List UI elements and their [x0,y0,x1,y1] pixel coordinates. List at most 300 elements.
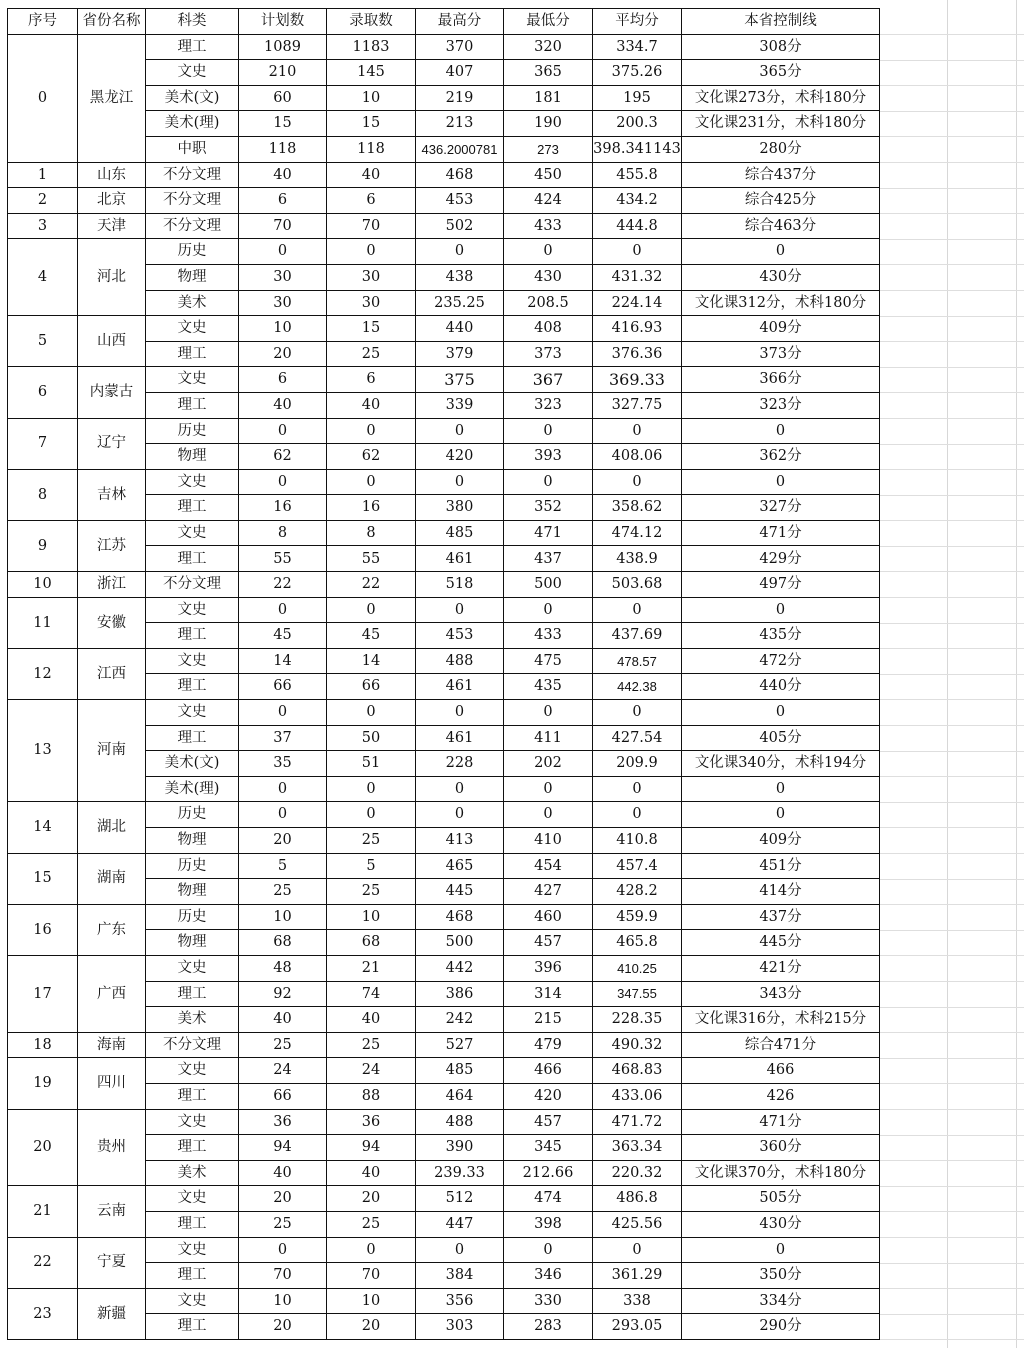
admitted-cell[interactable]: 145 [327,60,416,86]
max-score-cell[interactable]: 445 [416,879,504,905]
avg-score-cell[interactable]: 478.57 [593,648,682,674]
avg-score-cell[interactable]: 486.8 [593,1186,682,1212]
province-name-cell[interactable]: 云南 [78,1186,146,1237]
max-score-cell[interactable]: 485 [416,1058,504,1084]
subject-cell[interactable]: 文史 [146,1058,239,1084]
index-cell[interactable]: 10 [8,572,78,598]
min-score-cell[interactable]: 352 [504,495,593,521]
subject-cell[interactable]: 理工 [146,1263,239,1289]
plan-cell[interactable]: 35 [239,751,327,777]
admitted-cell[interactable]: 40 [327,1007,416,1033]
index-cell[interactable]: 13 [8,700,78,802]
header-index[interactable]: 序号 [8,9,78,35]
min-score-cell[interactable]: 424 [504,188,593,214]
min-score-cell[interactable]: 323 [504,392,593,418]
avg-score-cell[interactable]: 0 [593,700,682,726]
plan-cell[interactable]: 20 [239,341,327,367]
index-cell[interactable]: 4 [8,239,78,316]
index-cell[interactable]: 2 [8,188,78,214]
subject-cell[interactable]: 美术 [146,290,239,316]
max-score-cell[interactable]: 438 [416,264,504,290]
province-name-cell[interactable]: 海南 [78,1032,146,1058]
admitted-cell[interactable]: 25 [327,1032,416,1058]
header-avg-score[interactable]: 平均分 [593,9,682,35]
max-score-cell[interactable]: 0 [416,802,504,828]
admitted-cell[interactable]: 0 [327,239,416,265]
province-name-cell[interactable]: 四川 [78,1058,146,1109]
control-line-cell[interactable]: 综合463分 [682,213,880,239]
subject-cell[interactable]: 物理 [146,879,239,905]
plan-cell[interactable]: 210 [239,60,327,86]
admitted-cell[interactable]: 21 [327,955,416,981]
min-score-cell[interactable]: 320 [504,34,593,60]
admitted-cell[interactable]: 88 [327,1083,416,1109]
control-line-cell[interactable]: 308分 [682,34,880,60]
min-score-cell[interactable]: 202 [504,751,593,777]
avg-score-cell[interactable]: 0 [593,469,682,495]
admitted-cell[interactable]: 70 [327,1263,416,1289]
admitted-cell[interactable]: 45 [327,623,416,649]
province-name-cell[interactable]: 浙江 [78,572,146,598]
admitted-cell[interactable]: 30 [327,264,416,290]
min-score-cell[interactable]: 479 [504,1032,593,1058]
header-province[interactable]: 省份名称 [78,9,146,35]
min-score-cell[interactable]: 457 [504,930,593,956]
province-name-cell[interactable]: 湖北 [78,802,146,853]
admitted-cell[interactable]: 40 [327,1160,416,1186]
province-name-cell[interactable]: 北京 [78,188,146,214]
max-score-cell[interactable]: 488 [416,648,504,674]
max-score-cell[interactable]: 0 [416,239,504,265]
province-name-cell[interactable]: 江西 [78,648,146,699]
plan-cell[interactable]: 70 [239,1263,327,1289]
control-line-cell[interactable]: 472分 [682,648,880,674]
subject-cell[interactable]: 理工 [146,392,239,418]
subject-cell[interactable]: 历史 [146,802,239,828]
admitted-cell[interactable]: 30 [327,290,416,316]
admitted-cell[interactable]: 16 [327,495,416,521]
admitted-cell[interactable]: 20 [327,1186,416,1212]
avg-score-cell[interactable]: 444.8 [593,213,682,239]
control-line-cell[interactable]: 360分 [682,1135,880,1161]
subject-cell[interactable]: 理工 [146,1135,239,1161]
province-name-cell[interactable]: 广西 [78,955,146,1032]
control-line-cell[interactable]: 280分 [682,136,880,162]
index-cell[interactable]: 9 [8,520,78,571]
avg-score-cell[interactable]: 465.8 [593,930,682,956]
index-cell[interactable]: 23 [8,1288,78,1339]
plan-cell[interactable]: 45 [239,623,327,649]
subject-cell[interactable]: 美术(文) [146,85,239,111]
control-line-cell[interactable]: 430分 [682,264,880,290]
province-name-cell[interactable]: 广东 [78,904,146,955]
plan-cell[interactable]: 30 [239,264,327,290]
admitted-cell[interactable]: 0 [327,418,416,444]
admitted-cell[interactable]: 6 [327,367,416,393]
plan-cell[interactable]: 0 [239,239,327,265]
control-line-cell[interactable]: 471分 [682,520,880,546]
province-name-cell[interactable]: 安徽 [78,597,146,648]
admitted-cell[interactable]: 6 [327,188,416,214]
admitted-cell[interactable]: 25 [327,828,416,854]
plan-cell[interactable]: 62 [239,444,327,470]
max-score-cell[interactable]: 303 [416,1314,504,1340]
subject-cell[interactable]: 不分文理 [146,162,239,188]
plan-cell[interactable]: 37 [239,725,327,751]
admitted-cell[interactable]: 94 [327,1135,416,1161]
plan-cell[interactable]: 118 [239,136,327,162]
avg-score-cell[interactable]: 200.3 [593,111,682,137]
subject-cell[interactable]: 不分文理 [146,1032,239,1058]
max-score-cell[interactable]: 407 [416,60,504,86]
min-score-cell[interactable]: 0 [504,776,593,802]
max-score-cell[interactable]: 339 [416,392,504,418]
subject-cell[interactable]: 文史 [146,955,239,981]
max-score-cell[interactable]: 0 [416,469,504,495]
max-score-cell[interactable]: 228 [416,751,504,777]
avg-score-cell[interactable]: 0 [593,1237,682,1263]
avg-score-cell[interactable]: 427.54 [593,725,682,751]
subject-cell[interactable]: 美术(理) [146,111,239,137]
avg-score-cell[interactable]: 209.9 [593,751,682,777]
subject-cell[interactable]: 理工 [146,981,239,1007]
max-score-cell[interactable]: 461 [416,674,504,700]
admitted-cell[interactable]: 10 [327,85,416,111]
min-score-cell[interactable]: 314 [504,981,593,1007]
admitted-cell[interactable]: 55 [327,546,416,572]
min-score-cell[interactable]: 367 [504,367,593,393]
avg-score-cell[interactable]: 375.26 [593,60,682,86]
admitted-cell[interactable]: 66 [327,674,416,700]
admitted-cell[interactable]: 118 [327,136,416,162]
admitted-cell[interactable]: 8 [327,520,416,546]
header-subject[interactable]: 科类 [146,9,239,35]
avg-score-cell[interactable]: 490.32 [593,1032,682,1058]
control-line-cell[interactable]: 综合471分 [682,1032,880,1058]
admitted-cell[interactable]: 0 [327,469,416,495]
max-score-cell[interactable]: 461 [416,546,504,572]
admitted-cell[interactable]: 0 [327,700,416,726]
avg-score-cell[interactable]: 0 [593,239,682,265]
min-score-cell[interactable]: 0 [504,469,593,495]
max-score-cell[interactable]: 527 [416,1032,504,1058]
control-line-cell[interactable]: 文化课273分，术科180分 [682,85,880,111]
plan-cell[interactable]: 60 [239,85,327,111]
avg-score-cell[interactable]: 410.8 [593,828,682,854]
admitted-cell[interactable]: 10 [327,904,416,930]
max-score-cell[interactable]: 465 [416,853,504,879]
province-name-cell[interactable]: 贵州 [78,1109,146,1186]
min-score-cell[interactable]: 190 [504,111,593,137]
admitted-cell[interactable]: 15 [327,316,416,342]
min-score-cell[interactable]: 433 [504,623,593,649]
plan-cell[interactable]: 15 [239,111,327,137]
subject-cell[interactable]: 物理 [146,444,239,470]
min-score-cell[interactable]: 346 [504,1263,593,1289]
max-score-cell[interactable]: 464 [416,1083,504,1109]
subject-cell[interactable]: 理工 [146,341,239,367]
admitted-cell[interactable]: 15 [327,111,416,137]
max-score-cell[interactable]: 436.2000781 [416,136,504,162]
avg-score-cell[interactable]: 433.06 [593,1083,682,1109]
max-score-cell[interactable]: 370 [416,34,504,60]
max-score-cell[interactable]: 447 [416,1211,504,1237]
min-score-cell[interactable]: 427 [504,879,593,905]
admitted-cell[interactable]: 25 [327,1211,416,1237]
avg-score-cell[interactable]: 0 [593,802,682,828]
avg-score-cell[interactable]: 220.32 [593,1160,682,1186]
min-score-cell[interactable]: 471 [504,520,593,546]
min-score-cell[interactable]: 0 [504,700,593,726]
plan-cell[interactable]: 24 [239,1058,327,1084]
max-score-cell[interactable]: 488 [416,1109,504,1135]
admitted-cell[interactable]: 40 [327,162,416,188]
index-cell[interactable]: 17 [8,955,78,1032]
index-cell[interactable]: 21 [8,1186,78,1237]
avg-score-cell[interactable]: 293.05 [593,1314,682,1340]
min-score-cell[interactable]: 437 [504,546,593,572]
plan-cell[interactable]: 70 [239,213,327,239]
subject-cell[interactable]: 理工 [146,1211,239,1237]
subject-cell[interactable]: 历史 [146,418,239,444]
subject-cell[interactable]: 文史 [146,700,239,726]
min-score-cell[interactable]: 396 [504,955,593,981]
plan-cell[interactable]: 5 [239,853,327,879]
subject-cell[interactable]: 物理 [146,828,239,854]
plan-cell[interactable]: 20 [239,1314,327,1340]
avg-score-cell[interactable]: 474.12 [593,520,682,546]
plan-cell[interactable]: 10 [239,316,327,342]
max-score-cell[interactable]: 468 [416,162,504,188]
max-score-cell[interactable]: 239.33 [416,1160,504,1186]
control-line-cell[interactable]: 451分 [682,853,880,879]
control-line-cell[interactable]: 综合437分 [682,162,880,188]
subject-cell[interactable]: 理工 [146,1314,239,1340]
admitted-cell[interactable]: 70 [327,213,416,239]
control-line-cell[interactable]: 471分 [682,1109,880,1135]
index-cell[interactable]: 3 [8,213,78,239]
index-cell[interactable]: 22 [8,1237,78,1288]
min-score-cell[interactable]: 215 [504,1007,593,1033]
subject-cell[interactable]: 理工 [146,34,239,60]
control-line-cell[interactable]: 0 [682,597,880,623]
control-line-cell[interactable]: 文化课370分，术科180分 [682,1160,880,1186]
province-name-cell[interactable]: 河南 [78,700,146,802]
subject-cell[interactable]: 文史 [146,1237,239,1263]
plan-cell[interactable]: 66 [239,1083,327,1109]
subject-cell[interactable]: 不分文理 [146,188,239,214]
subject-cell[interactable]: 文史 [146,1288,239,1314]
max-score-cell[interactable]: 440 [416,316,504,342]
subject-cell[interactable]: 理工 [146,725,239,751]
admitted-cell[interactable]: 1183 [327,34,416,60]
control-line-cell[interactable]: 366分 [682,367,880,393]
subject-cell[interactable]: 理工 [146,1083,239,1109]
avg-score-cell[interactable]: 437.69 [593,623,682,649]
min-score-cell[interactable]: 398 [504,1211,593,1237]
min-score-cell[interactable]: 0 [504,802,593,828]
control-line-cell[interactable]: 文化课340分，术科194分 [682,751,880,777]
control-line-cell[interactable]: 350分 [682,1263,880,1289]
min-score-cell[interactable]: 0 [504,1237,593,1263]
subject-cell[interactable]: 文史 [146,469,239,495]
max-score-cell[interactable]: 213 [416,111,504,137]
control-line-cell[interactable]: 0 [682,239,880,265]
control-line-cell[interactable]: 466 [682,1058,880,1084]
min-score-cell[interactable]: 500 [504,572,593,598]
admitted-cell[interactable]: 51 [327,751,416,777]
subject-cell[interactable]: 文史 [146,1109,239,1135]
subject-cell[interactable]: 美术(理) [146,776,239,802]
control-line-cell[interactable]: 0 [682,1237,880,1263]
min-score-cell[interactable]: 393 [504,444,593,470]
subject-cell[interactable]: 文史 [146,597,239,623]
control-line-cell[interactable]: 327分 [682,495,880,521]
avg-score-cell[interactable]: 361.29 [593,1263,682,1289]
control-line-cell[interactable]: 440分 [682,674,880,700]
plan-cell[interactable]: 66 [239,674,327,700]
control-line-cell[interactable]: 429分 [682,546,880,572]
plan-cell[interactable]: 10 [239,904,327,930]
plan-cell[interactable]: 25 [239,879,327,905]
min-score-cell[interactable]: 0 [504,597,593,623]
max-score-cell[interactable]: 375 [416,367,504,393]
subject-cell[interactable]: 理工 [146,495,239,521]
max-score-cell[interactable]: 356 [416,1288,504,1314]
avg-score-cell[interactable]: 416.93 [593,316,682,342]
avg-score-cell[interactable]: 398.341143 [593,136,682,162]
min-score-cell[interactable]: 0 [504,418,593,444]
plan-cell[interactable]: 48 [239,955,327,981]
control-line-cell[interactable]: 290分 [682,1314,880,1340]
plan-cell[interactable]: 68 [239,930,327,956]
control-line-cell[interactable]: 343分 [682,981,880,1007]
index-cell[interactable]: 15 [8,853,78,904]
avg-score-cell[interactable]: 468.83 [593,1058,682,1084]
plan-cell[interactable]: 55 [239,546,327,572]
avg-score-cell[interactable]: 471.72 [593,1109,682,1135]
admitted-cell[interactable]: 68 [327,930,416,956]
subject-cell[interactable]: 文史 [146,60,239,86]
avg-score-cell[interactable]: 358.62 [593,495,682,521]
header-max-score[interactable]: 最高分 [416,9,504,35]
subject-cell[interactable]: 历史 [146,853,239,879]
admitted-cell[interactable]: 14 [327,648,416,674]
control-line-cell[interactable]: 430分 [682,1211,880,1237]
subject-cell[interactable]: 理工 [146,546,239,572]
max-score-cell[interactable]: 390 [416,1135,504,1161]
control-line-cell[interactable]: 445分 [682,930,880,956]
plan-cell[interactable]: 40 [239,162,327,188]
subject-cell[interactable]: 美术 [146,1160,239,1186]
control-line-cell[interactable]: 文化课312分，术科180分 [682,290,880,316]
control-line-cell[interactable]: 334分 [682,1288,880,1314]
province-name-cell[interactable]: 黑龙江 [78,34,146,162]
plan-cell[interactable]: 0 [239,776,327,802]
min-score-cell[interactable]: 408 [504,316,593,342]
index-cell[interactable]: 8 [8,469,78,520]
control-line-cell[interactable]: 373分 [682,341,880,367]
plan-cell[interactable]: 0 [239,469,327,495]
avg-score-cell[interactable]: 457.4 [593,853,682,879]
subject-cell[interactable]: 文史 [146,316,239,342]
admitted-cell[interactable]: 24 [327,1058,416,1084]
min-score-cell[interactable]: 474 [504,1186,593,1212]
avg-score-cell[interactable]: 347.55 [593,981,682,1007]
max-score-cell[interactable]: 500 [416,930,504,956]
max-score-cell[interactable]: 0 [416,597,504,623]
min-score-cell[interactable]: 373 [504,341,593,367]
province-name-cell[interactable]: 宁夏 [78,1237,146,1288]
max-score-cell[interactable]: 384 [416,1263,504,1289]
plan-cell[interactable]: 36 [239,1109,327,1135]
min-score-cell[interactable]: 430 [504,264,593,290]
index-cell[interactable]: 1 [8,162,78,188]
plan-cell[interactable]: 94 [239,1135,327,1161]
subject-cell[interactable]: 文史 [146,520,239,546]
subject-cell[interactable]: 文史 [146,1186,239,1212]
plan-cell[interactable]: 40 [239,1160,327,1186]
control-line-cell[interactable]: 421分 [682,955,880,981]
control-line-cell[interactable]: 409分 [682,828,880,854]
max-score-cell[interactable]: 0 [416,776,504,802]
plan-cell[interactable]: 14 [239,648,327,674]
plan-cell[interactable]: 16 [239,495,327,521]
admitted-cell[interactable]: 62 [327,444,416,470]
max-score-cell[interactable]: 461 [416,725,504,751]
header-min-score[interactable]: 最低分 [504,9,593,35]
plan-cell[interactable]: 0 [239,1237,327,1263]
max-score-cell[interactable]: 219 [416,85,504,111]
control-line-cell[interactable]: 文化课231分，术科180分 [682,111,880,137]
admitted-cell[interactable]: 0 [327,776,416,802]
avg-score-cell[interactable]: 434.2 [593,188,682,214]
province-name-cell[interactable]: 天津 [78,213,146,239]
province-name-cell[interactable]: 江苏 [78,520,146,571]
max-score-cell[interactable]: 512 [416,1186,504,1212]
admitted-cell[interactable]: 22 [327,572,416,598]
plan-cell[interactable]: 0 [239,597,327,623]
plan-cell[interactable]: 30 [239,290,327,316]
avg-score-cell[interactable]: 425.56 [593,1211,682,1237]
min-score-cell[interactable]: 410 [504,828,593,854]
max-score-cell[interactable]: 0 [416,418,504,444]
avg-score-cell[interactable]: 0 [593,776,682,802]
header-admitted[interactable]: 录取数 [327,9,416,35]
avg-score-cell[interactable]: 442.38 [593,674,682,700]
min-score-cell[interactable]: 330 [504,1288,593,1314]
province-name-cell[interactable]: 山东 [78,162,146,188]
max-score-cell[interactable]: 518 [416,572,504,598]
control-line-cell[interactable]: 综合425分 [682,188,880,214]
avg-score-cell[interactable]: 363.34 [593,1135,682,1161]
subject-cell[interactable]: 美术(文) [146,751,239,777]
subject-cell[interactable]: 理工 [146,674,239,700]
plan-cell[interactable]: 0 [239,700,327,726]
max-score-cell[interactable]: 485 [416,520,504,546]
province-name-cell[interactable]: 河北 [78,239,146,316]
plan-cell[interactable]: 25 [239,1211,327,1237]
max-score-cell[interactable]: 379 [416,341,504,367]
subject-cell[interactable]: 理工 [146,623,239,649]
max-score-cell[interactable]: 442 [416,955,504,981]
max-score-cell[interactable]: 242 [416,1007,504,1033]
max-score-cell[interactable]: 413 [416,828,504,854]
plan-cell[interactable]: 6 [239,188,327,214]
plan-cell[interactable]: 0 [239,418,327,444]
plan-cell[interactable]: 8 [239,520,327,546]
max-score-cell[interactable]: 235.25 [416,290,504,316]
